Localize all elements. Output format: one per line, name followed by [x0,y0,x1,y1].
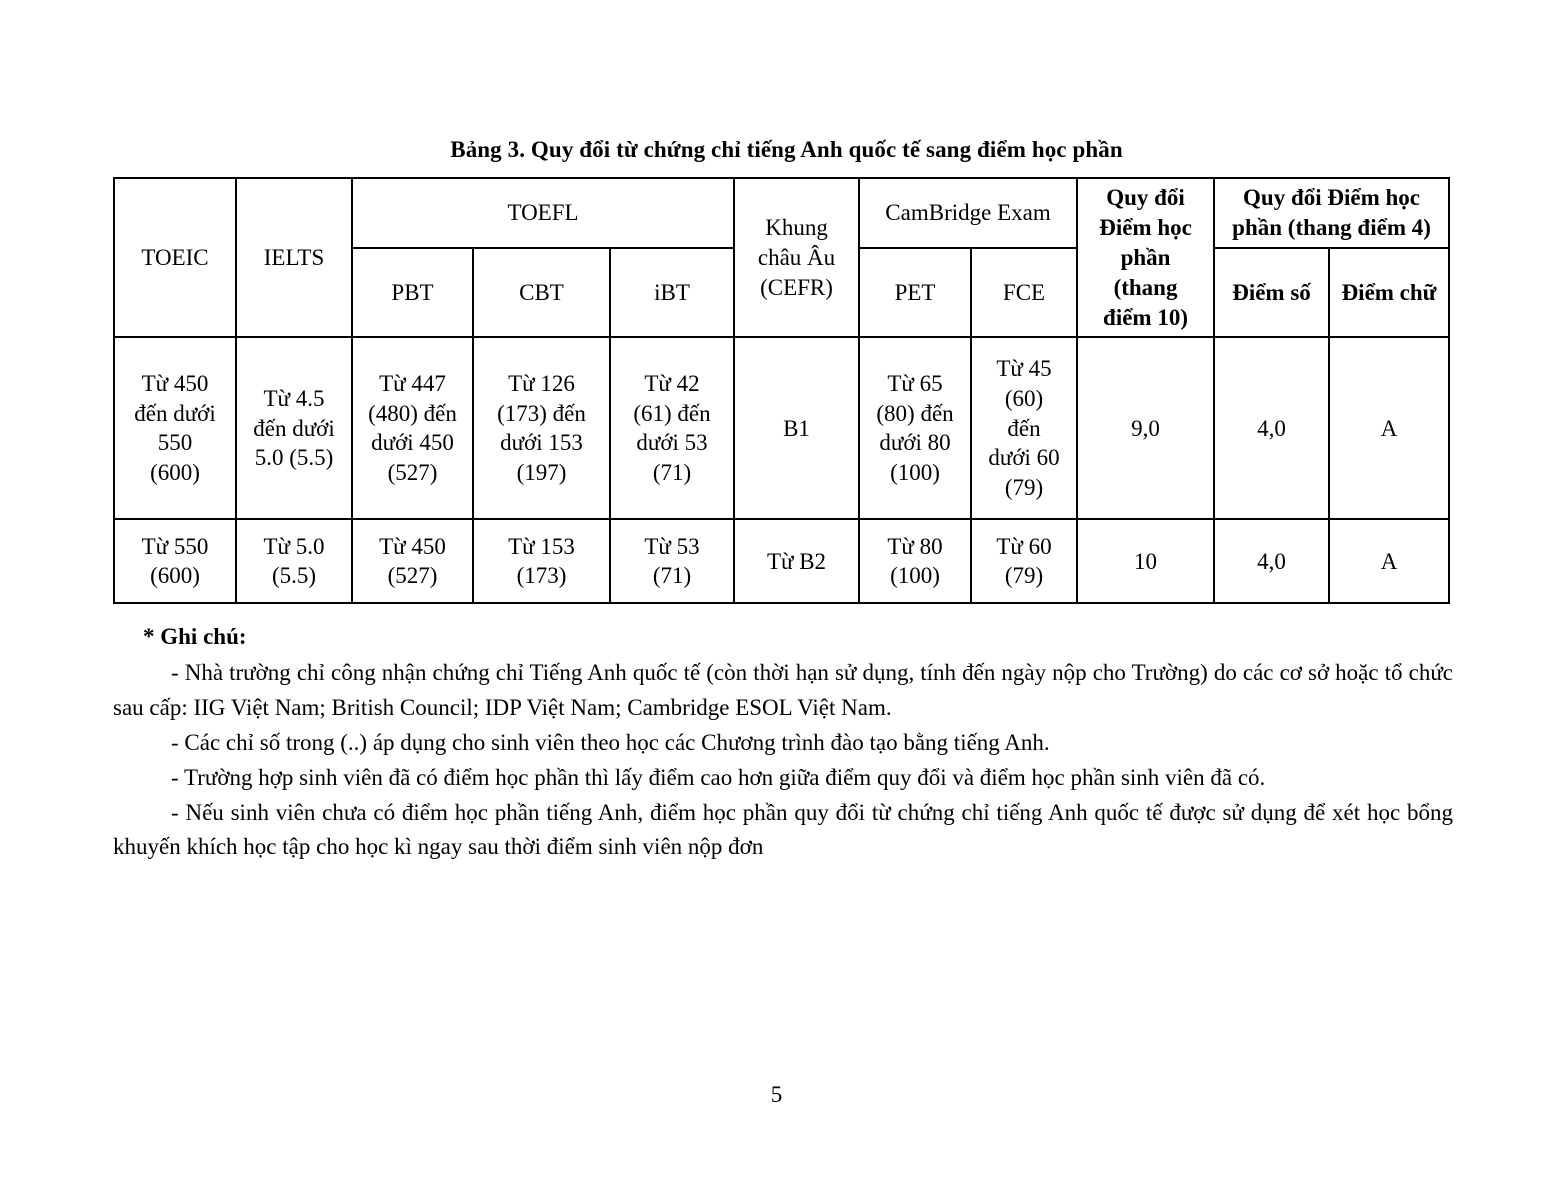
column-header-pbt: PBT [352,248,473,338]
page-title: Bảng 3. Quy đổi từ chứng chỉ tiếng Anh quốc tế sang điểm học phần [450,137,1123,162]
page-number: 5 [770,1082,783,1107]
cell-cefr: B1 [734,337,859,519]
cell-toeic: Từ 550 (600) [114,519,236,603]
cefr-line-1: Khung [765,214,828,240]
note-item: - Các chỉ số trong (..) áp dụng cho sinh viên theo học các Chương trình đào tạo bằng tiếng Anh. [171,729,1050,755]
quydoi10-line-2: Điểm học [1099,214,1192,240]
conversion-table [113,177,1450,604]
note-item: - Nếu sinh viên chưa có điểm học phần tiếng Anh, điểm học phần quy đổi từ chứng chỉ tiếng Anh quốc tế được sử dụng để xét học bổng khuyến khích học tập cho học kì ngay sau thời điểm sinh viên nộp đơn [113,799,1453,859]
table-row [114,519,1449,603]
cell-ielts: Từ 5.0 (5.5) [236,519,352,603]
quydoi4-line-2: phần (thang điểm 4) [1232,214,1431,240]
table-header-row-1 [114,178,1449,248]
column-header-fce: FCE [971,248,1077,338]
cell-toeic: Từ 450 đến dưới 550 (600) [114,337,236,519]
column-header-toeic: TOEIC [114,178,236,337]
column-header-cefr [734,178,859,337]
note-item: - Trường hợp sinh viên đã có điểm học phần thì lấy điểm cao hơn giữa điểm quy đổi và điểm học phần sinh viên đã có. [171,764,1266,790]
notes-heading: * Ghi chú: [143,624,247,650]
group-header-quydoi-thang4 [1214,178,1449,248]
group-header-quydoi-thang10 [1077,178,1214,337]
column-header-pet: PET [859,248,971,338]
cell-diem-chu: A [1329,337,1449,519]
note-item: - Nhà trường chỉ công nhận chứng chỉ Tiếng Anh quốc tế (còn thời hạn sử dụng, tính đến ngày nộp cho Trường) do các cơ sở hoặc tổ chức sau cấp: IIG Việt Nam; British Council; IDP Việt Nam; Cambridge ESOL Việt Nam. [113,660,1453,720]
cell-pet: Từ 65 (80) đến dưới 80 (100) [859,337,971,519]
table-row [114,337,1449,519]
cell-fce: Từ 60 (79) [971,519,1077,603]
cell-pet: Từ 80 (100) [859,519,971,603]
cell-cbt: Từ 153 (173) [473,519,610,603]
group-header-cambridge: CamBridge Exam [859,178,1077,248]
cell-pbt: Từ 447 (480) đến dưới 450 (527) [352,337,473,519]
cell-diem-so: 4,0 [1214,519,1329,603]
table-header [114,178,1449,337]
quydoi10-line-4: (thang [1113,274,1178,300]
table-body [114,337,1449,603]
column-header-ibt: iBT [610,248,734,338]
cefr-line-2: châu Âu [757,244,836,270]
cell-quydoi-thang10: 10 [1077,519,1214,603]
column-header-diem-so: Điểm số [1214,248,1329,338]
quydoi10-line-1: Quy đổi [1106,185,1185,210]
cell-cbt: Từ 126 (173) đến dưới 153 (197) [473,337,610,519]
column-header-ielts: IELTS [236,178,352,337]
cell-diem-so: 4,0 [1214,337,1329,519]
notes-section [0,620,1553,863]
cell-cefr: Từ B2 [734,519,859,603]
cell-diem-chu: A [1329,519,1449,603]
quydoi10-line-3: phần [1120,244,1171,270]
quydoi10-line-5: điểm 10) [1103,304,1188,330]
cefr-line-3: (CEFR) [760,274,833,300]
quydoi4-line-1: Quy đổi Điểm học [1243,185,1421,210]
cell-ielts: Từ 4.5 đến dưới 5.0 (5.5) [236,337,352,519]
cell-quydoi-thang10: 9,0 [1077,337,1214,519]
cell-ibt: Từ 53 (71) [610,519,734,603]
column-header-diem-chu: Điểm chữ [1329,248,1449,338]
cell-ibt: Từ 42 (61) đến dưới 53 (71) [610,337,734,519]
group-header-toefl: TOEFL [352,178,734,248]
cell-fce: Từ 45 (60) đến dưới 60 (79) [971,337,1077,519]
column-header-cbt: CBT [473,248,610,338]
cell-pbt: Từ 450 (527) [352,519,473,603]
